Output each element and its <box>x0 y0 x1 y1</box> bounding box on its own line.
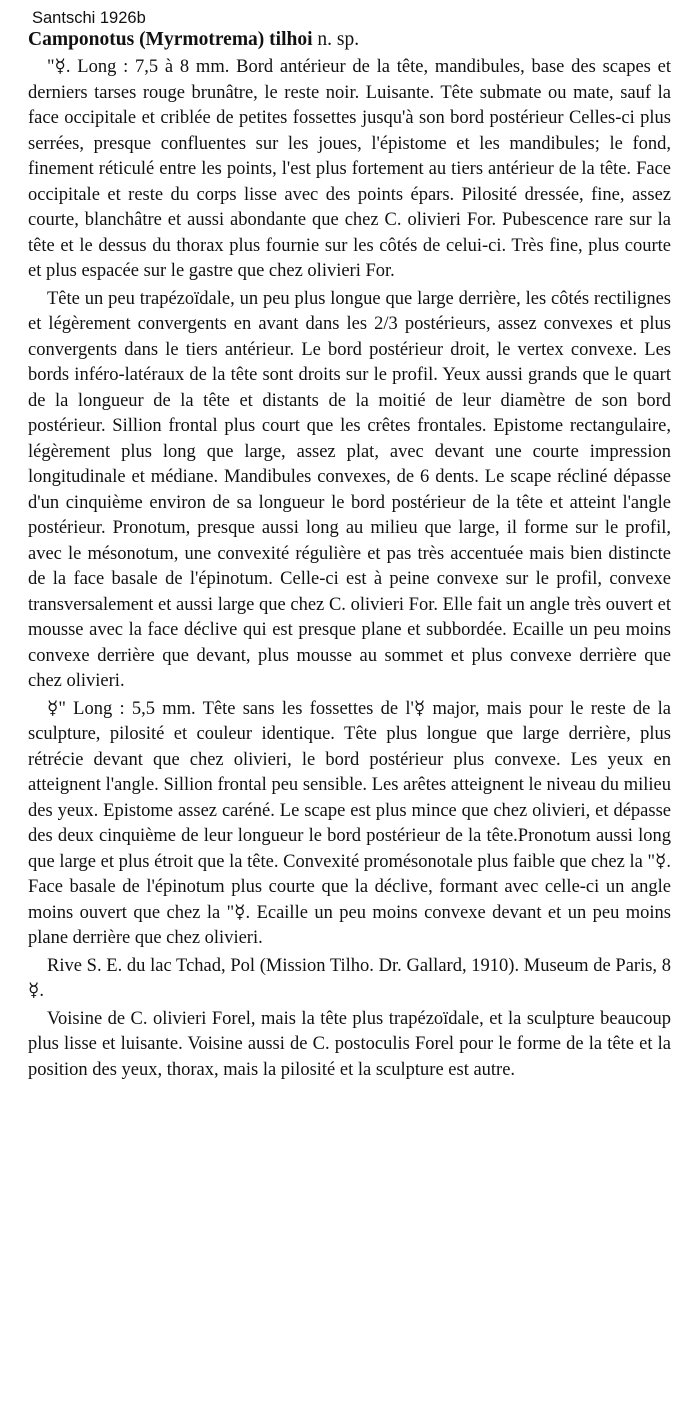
paragraph-locality: Rive S. E. du lac Tchad, Pol (Mission Tilho. Dr. Gallard, 1910). Museum de Paris, 8 ☿. <box>28 955 671 1001</box>
new-species-label: n. sp. <box>317 29 360 50</box>
species-heading <box>28 28 671 52</box>
citation-reference: Santschi 1926b <box>32 9 146 27</box>
species-name: Camponotus (Myrmotrema) tilhoi <box>28 29 313 50</box>
paragraph-minor-worker: ☿" Long : 5,5 mm. Tête sans les fossettes de l'☿ major, mais pour le reste de la sculpture, pilosité et couleur identique. Tête plus longue que large derrière, plus rétrécie devant que chez olivieri, le bord postérieur plus convexe. Les yeux en atteignent l'angle. Sillion frontal peu sensible. Les arêtes atteignent le niveau du milieu des yeux. Epistome assez caréné. Le scape est plus mince que chez olivieri, et dépasse des deux cinquième de leur longueur le bord postérieur de la tête.Pronotum aussi long que large et plus étroit que la tête. Convexité promésonotale plus faible que chez la "☿. Face basale de l'épinotum plus courte que la déclive, formant avec celle-ci un angle moins ouvert que chez la "☿. Ecaille un peu moins convexe devant et un peu moins plane derrière que chez olivieri. <box>28 698 671 948</box>
paragraph-major-worker: "☿. Long : 7,5 à 8 mm. Bord antérieur de la tête, mandibules, base des scapes et derniers tarses rouge brunâtre, le reste noir. Luisante. Tête submate ou mate, sauf la face occipitale et criblée de petites fossettes jusqu'à son bord postérieur Celles-ci plus serrées, presque confluentes sur les joues, l'épistome et les mandibules; le fond, finement réticulé entre les points, l'est plus fortement au tiers antérieur de la tête. Face occipitale et reste du corps lisse avec des points épars. Pilosité dressée, fine, assez courte, blanchâtre et aussi abondante que chez C. olivieri For. Pubescence rare sur la tête et le dessus du thorax plus fournie sur les côtés de celui-ci. Très fine, plus courte et plus espacée sur le gastre que chez olivieri For. <box>28 57 671 281</box>
paragraph-head-description: Tête un peu trapézoïdale, un peu plus longue que large derrière, les côtés rectilignes et légèrement convergents en avant dans les 2/3 postérieurs, assez convexes et plus convergents dans le tiers antérieur. Le bord postérieur droit, le vertex convexe. Les bords inféro-latéraux de la tête sont droits sur le profil. Yeux aussi grands que le quart de la longueur de la tête et distants de la moitié de leur diamètre de son bord postérieur. Sillion frontal plus court que les crêtes frontales. Epistome rectangulaire, légèrement plus long que large, assez plat, avec devant une courte impression longitudinale et médiane. Mandibules convexes, de 6 dents. Le scape récliné dépasse d'un cinquième environ de sa longueur le bord postérieur de la tête et atteint l'angle postérieur. Pronotum, presque aussi long au milieu que large, il forme sur le profil, avec le mésonotum, une convexité régulière et pas très accentuée mais bien distincte de la face basale de l'épinotum. Celle-ci est à peine convexe sur le profil, convexe transversalement et aussi large que chez C. olivieri For. Elle fait un angle très ouvert et mousse avec la face déclive qui est presque plane et subbordée. Ecaille un peu moins convexe derrière que devant, plus mousse au sommet et plus convexe derrière que chez olivieri. <box>28 288 671 691</box>
paragraph-comparison: Voisine de C. olivieri Forel, mais la tête plus trapézoïdale, et la sculpture beaucoup plus lisse et luisante. Voisine aussi de C. postoculis Forel pour le forme de la tête et la position des yeux, thorax, mais la pilosité et la sculpture est autre. <box>28 1008 671 1080</box>
